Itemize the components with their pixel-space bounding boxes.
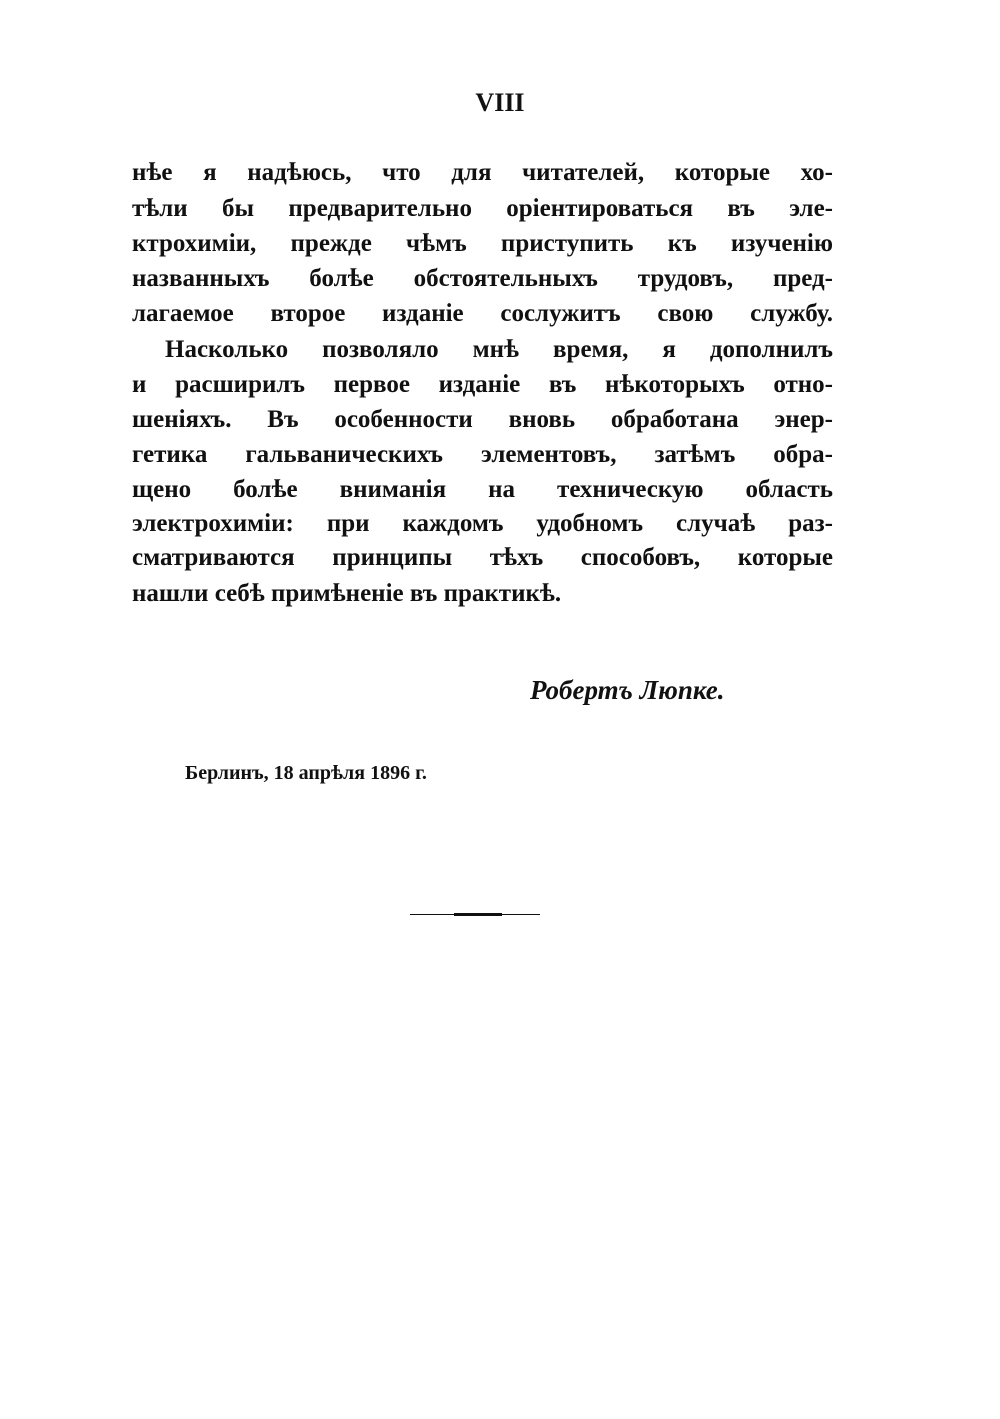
place-date: Берлинъ, 18 апрѣля 1896 г. bbox=[185, 762, 427, 784]
text-line: названныхъ болѣе обстоятельныхъ трудовъ, пред- bbox=[132, 265, 833, 292]
text-line: сматриваются принципы тѣхъ способовъ, которые bbox=[132, 544, 833, 571]
page-number: VIII bbox=[475, 88, 525, 117]
decorative-rule bbox=[410, 914, 540, 915]
text-line: ктрохиміи, прежде чѣмъ приступить къ изученію bbox=[132, 230, 833, 257]
text-line: электрохиміи: при каждомъ удобномъ случаѣ раз- bbox=[132, 510, 833, 537]
author-signature: Робертъ Люпке. bbox=[530, 675, 725, 705]
text-line: и расширилъ первое изданіе въ нѣкоторыхъ отно- bbox=[132, 371, 833, 398]
text-line: шеніяхъ. Въ особенности вновь обработана энер- bbox=[132, 406, 833, 433]
rule-center bbox=[454, 913, 502, 916]
text-line: гетика гальваническихъ элементовъ, затѣмъ обра- bbox=[132, 441, 833, 468]
text-line: нашли себѣ примѣненіе въ практикѣ. bbox=[132, 580, 562, 607]
text-line: лагаемое второе изданіе сослужитъ свою службу. bbox=[132, 300, 833, 327]
text-line: Насколько позволяло мнѣ время, я дополнилъ bbox=[165, 336, 833, 363]
text-line: щено болѣе вниманія на техническую область bbox=[132, 476, 833, 503]
text-line: нѣе я надѣюсь, что для читателей, которые хо- bbox=[132, 159, 833, 186]
text-line: тѣли бы предварительно оріентироваться въ эле- bbox=[132, 195, 833, 222]
